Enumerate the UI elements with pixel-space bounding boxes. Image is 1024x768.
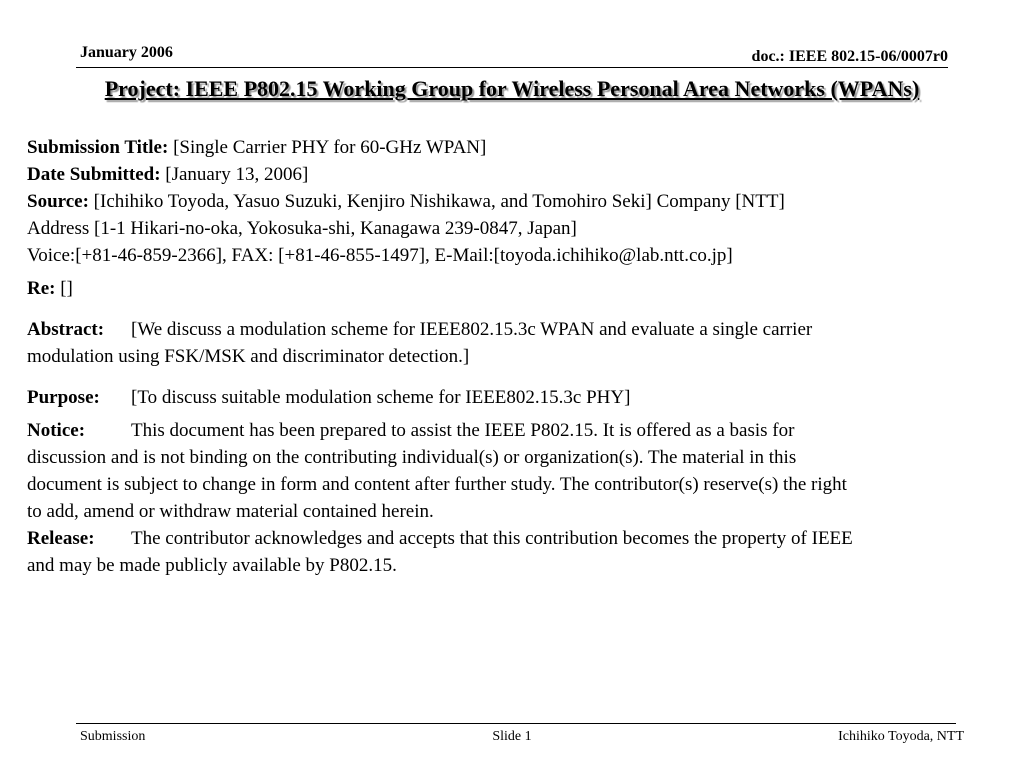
footer-submission: Submission [80,729,146,744]
source-label: Source: [27,191,89,212]
notice-line-4: to add, amend or withdraw material contained herein. [27,501,434,522]
purpose-line [27,384,1014,411]
re-line [27,275,1014,302]
abstract-text-1: [We discuss a modulation scheme for IEEE802.15.3c WPAN and evaluate a single carrier [131,319,813,340]
notice-line-1 [27,417,1014,444]
release-line-1 [27,525,1014,552]
voice-line: Voice:[+81-46-859-2366], FAX: [+81-46-855-1497], E-Mail:[toyoda.ichihiko@lab.ntt.co.jp] [27,245,733,266]
submission-title-line [27,134,1014,161]
notice-block [27,417,1014,525]
footer-rule [76,723,956,724]
re-value: [] [60,278,73,299]
notice-line-2: discussion and is not binding on the contributing individual(s) or organization(s). The material in this [27,447,797,468]
header-rule [76,67,948,68]
notice-label: Notice: [27,420,86,441]
source-value: [Ichihiko Toyoda, Yasuo Suzuki, Kenjiro Nishikawa, and Tomohiro Seki] Company [NTT] [93,191,785,212]
project-title: Project: IEEE P802.15 Working Group for Wireless Personal Area Networks (WPANs) [104,76,920,101]
abstract-line-2: modulation using FSK/MSK and discriminator detection.] [27,346,470,367]
abstract-block [27,316,1014,370]
slide-content [27,134,1014,579]
release-label: Release: [27,528,95,549]
header-date: January 2006 [80,44,173,61]
purpose-value: [To discuss suitable modulation scheme for IEEE802.15.3c PHY] [131,387,631,408]
notice-text-1: This document has been prepared to assist the IEEE P802.15. It is offered as a basis for [131,420,795,441]
notice-line-3: document is subject to change in form and content after further study. The contributor(s) reserve(s) the right [27,474,847,495]
purpose-label: Purpose: [27,387,100,408]
release-text-1: The contributor acknowledges and accepts that this contribution becomes the property of IEEE [131,528,853,549]
date-submitted-value: [January 13, 2006] [165,164,309,185]
release-block [27,525,1014,579]
submission-title-label: Submission Title: [27,137,169,158]
header-doc-number: doc.: IEEE 802.15-06/0007r0 [751,48,948,65]
source-line [27,188,1014,215]
footer-slide-number: Slide 1 [492,729,532,744]
address-line: Address [1-1 Hikari-no-oka, Yokosuka-shi, Kanagawa 239-0847, Japan] [27,218,577,239]
abstract-label: Abstract: [27,319,105,340]
release-line-2: and may be made publicly available by P802.15. [27,555,397,576]
submission-title-value: [Single Carrier PHY for 60-GHz WPAN] [173,137,487,158]
footer-author: Ichihiko Toyoda, NTT [838,729,964,744]
re-label: Re: [27,278,56,299]
date-submitted-line [27,161,1014,188]
date-submitted-label: Date Submitted: [27,164,161,185]
abstract-line-1 [27,316,1014,343]
